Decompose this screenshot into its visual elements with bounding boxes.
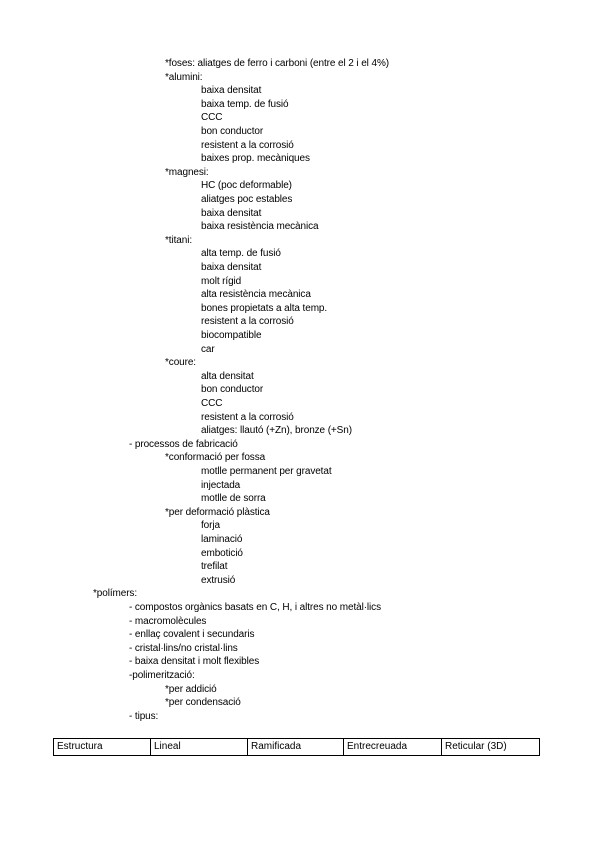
outline-line-25: CCC bbox=[201, 398, 223, 409]
table-cell-4: Reticular (3D) bbox=[442, 739, 540, 756]
table-cell-3: Entrecreuada bbox=[344, 739, 442, 756]
outline-line-22: *coure: bbox=[165, 357, 196, 368]
outline-line-48: - tipus: bbox=[129, 711, 159, 722]
outline-line-16: molt rígid bbox=[201, 276, 242, 287]
outline-line-19: resistent a la corrosió bbox=[201, 316, 294, 327]
outline-line-41: - macromolècules bbox=[129, 616, 207, 627]
polymer-types-table bbox=[53, 738, 540, 756]
outline-line-18: bones propietats a alta temp. bbox=[201, 303, 328, 314]
outline-line-37: trefilat bbox=[201, 561, 228, 572]
outline-line-30: motlle permanent per gravetat bbox=[201, 466, 332, 477]
outline-line-45: -polimerització: bbox=[129, 670, 195, 681]
outline-line-14: alta temp. de fusió bbox=[201, 248, 281, 259]
outline-line-35: laminació bbox=[201, 534, 243, 545]
outline-line-20: biocompatible bbox=[201, 330, 262, 341]
outline-line-3: baixa temp. de fusió bbox=[201, 99, 289, 110]
outline-line-36: embotició bbox=[201, 548, 243, 559]
outline-line-44: - baixa densitat i molt flexibles bbox=[129, 656, 260, 667]
outline-line-34: forja bbox=[201, 520, 220, 531]
table-cell-0: Estructura bbox=[54, 739, 151, 756]
outline-line-6: resistent a la corrosió bbox=[201, 140, 294, 151]
outline-line-33: *per deformació plàstica bbox=[165, 507, 270, 518]
table-cell-2: Ramificada bbox=[248, 739, 344, 756]
outline-line-5: bon conductor bbox=[201, 126, 264, 137]
outline-line-24: bon conductor bbox=[201, 384, 264, 395]
outline-line-4: CCC bbox=[201, 112, 223, 123]
outline-line-28: - processos de fabricació bbox=[129, 439, 238, 450]
outline-line-21: car bbox=[201, 344, 215, 355]
outline-line-23: alta densitat bbox=[201, 371, 254, 382]
table-cell-1: Lineal bbox=[151, 739, 248, 756]
outline-line-46: *per addició bbox=[165, 684, 217, 695]
outline-line-11: baixa densitat bbox=[201, 208, 262, 219]
outline-line-13: *titani: bbox=[165, 235, 192, 246]
outline-line-38: extrusió bbox=[201, 575, 236, 586]
outline-line-39: *polímers: bbox=[93, 588, 138, 599]
outline-line-8: *magnesi: bbox=[165, 167, 209, 178]
outline-line-17: alta resistència mecànica bbox=[201, 289, 311, 300]
outline-line-32: motlle de sorra bbox=[201, 493, 266, 504]
outline-line-7: baixes prop. mecàniques bbox=[201, 153, 310, 164]
outline-line-2: baixa densitat bbox=[201, 85, 262, 96]
outline-line-29: *conformació per fossa bbox=[165, 452, 266, 463]
outline-line-31: injectada bbox=[201, 480, 241, 491]
outline-line-27: aliatges: llautó (+Zn), bronze (+Sn) bbox=[201, 425, 352, 436]
table-row bbox=[54, 739, 540, 756]
outline-line-15: baixa densitat bbox=[201, 262, 262, 273]
outline-line-42: - enllaç covalent i secundaris bbox=[129, 629, 255, 640]
outline-line-1: *alumini: bbox=[165, 72, 203, 83]
outline-line-40: - compostos orgànics basats en C, H, i altres no metàl·lics bbox=[129, 602, 381, 613]
outline-line-0: *foses: aliatges de ferro i carboni (entre el 2 i el 4%) bbox=[165, 58, 389, 69]
outline-line-43: - cristal·lins/no cristal·lins bbox=[129, 643, 238, 654]
outline-line-12: baixa resistència mecànica bbox=[201, 221, 319, 232]
outline-line-26: resistent a la corrosió bbox=[201, 412, 294, 423]
outline-line-9: HC (poc deformable) bbox=[201, 180, 292, 191]
outline-line-10: aliatges poc estables bbox=[201, 194, 293, 205]
outline-line-47: *per condensació bbox=[165, 697, 241, 708]
